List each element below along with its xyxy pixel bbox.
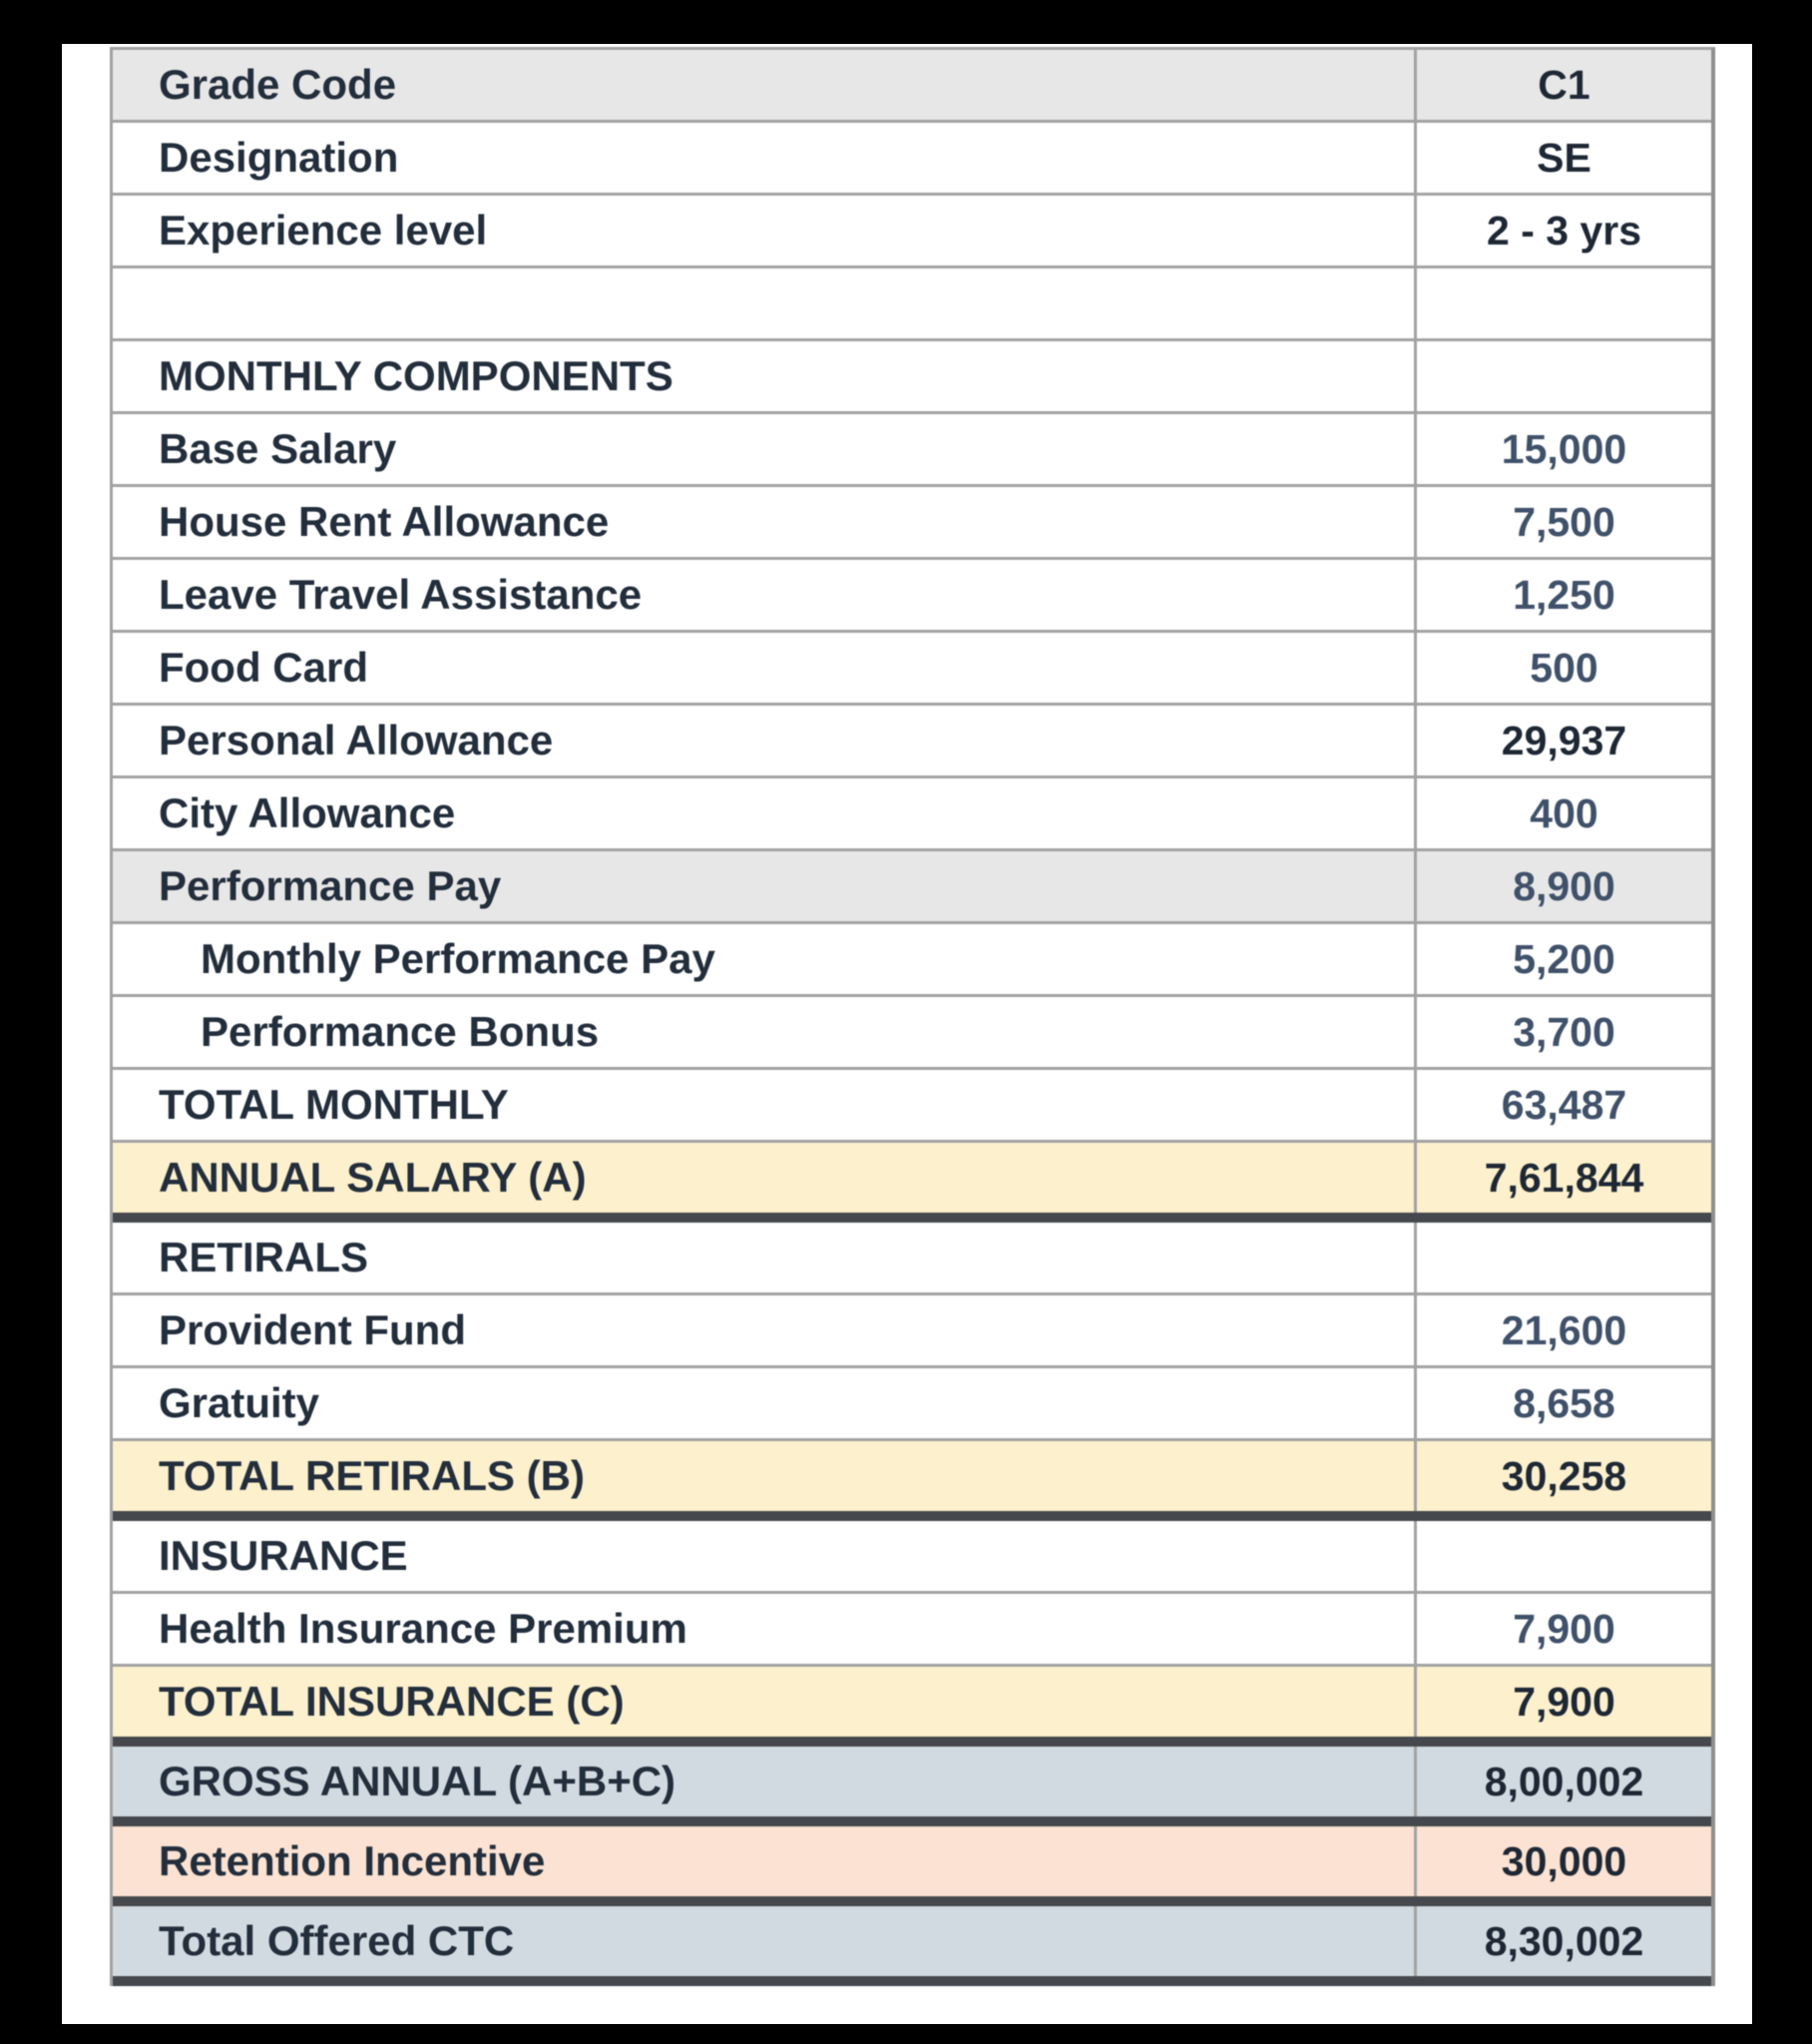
row-label: RETIRALS — [113, 1223, 1417, 1292]
table-row — [113, 1521, 1711, 1594]
row-label: Leave Travel Assistance — [113, 560, 1417, 630]
row-label: TOTAL RETIRALS (B) — [113, 1441, 1417, 1511]
table-row — [113, 1295, 1711, 1368]
table-row — [113, 1368, 1711, 1441]
row-value: 8,658 — [1513, 1379, 1615, 1426]
table-row — [113, 1906, 1711, 1986]
row-label: House Rent Allowance — [113, 487, 1417, 557]
row-value — [1417, 1223, 1711, 1292]
table-row — [113, 1223, 1711, 1295]
table-row — [113, 1594, 1711, 1667]
row-value — [1417, 268, 1711, 338]
table-row — [113, 1667, 1711, 1747]
row-value: SE — [1537, 134, 1591, 181]
document-page — [62, 44, 1752, 2024]
row-label: Provident Fund — [113, 1295, 1417, 1365]
table-row — [113, 123, 1711, 196]
table-row — [113, 1441, 1711, 1521]
table-row — [113, 560, 1711, 633]
row-value: 400 — [1530, 789, 1598, 836]
table-row — [113, 1070, 1711, 1143]
row-label: Food Card — [113, 633, 1417, 703]
row-label: ANNUAL SALARY (A) — [113, 1143, 1417, 1213]
table-row — [113, 1747, 1711, 1826]
table-row — [113, 1826, 1711, 1906]
row-label: Gratuity — [113, 1368, 1417, 1438]
row-label: Personal Allowance — [113, 706, 1417, 775]
row-label: Designation — [113, 123, 1417, 193]
row-label: Experience level — [113, 196, 1417, 265]
salary-breakdown-table — [110, 47, 1715, 1986]
table-row — [113, 50, 1711, 123]
row-label — [113, 268, 1417, 338]
row-value: 30,258 — [1501, 1452, 1627, 1499]
row-label: Health Insurance Premium — [113, 1594, 1417, 1664]
row-value: 500 — [1530, 644, 1598, 691]
table-row — [113, 706, 1711, 778]
table-row — [113, 851, 1711, 924]
row-value: 2 - 3 yrs — [1487, 207, 1641, 254]
table-row — [113, 1143, 1711, 1223]
row-value: 1,250 — [1513, 571, 1615, 618]
row-value: C1 — [1538, 61, 1590, 108]
row-label: TOTAL MONTHLY — [113, 1070, 1417, 1140]
row-label: Total Offered CTC — [113, 1906, 1417, 1976]
row-value — [1417, 341, 1711, 411]
row-value — [1417, 1521, 1711, 1591]
table-row — [113, 633, 1711, 706]
row-value: 15,000 — [1501, 425, 1627, 472]
row-label: Monthly Performance Pay — [113, 924, 1417, 994]
row-value: 7,900 — [1513, 1605, 1615, 1652]
row-label: City Allowance — [113, 778, 1417, 848]
row-value: 7,900 — [1513, 1678, 1615, 1725]
table-row — [113, 778, 1711, 851]
row-label: Retention Incentive — [113, 1826, 1417, 1896]
row-value: 8,900 — [1513, 862, 1615, 909]
table-row — [113, 196, 1711, 268]
row-label: MONTHLY COMPONENTS — [113, 341, 1417, 411]
row-label: Grade Code — [113, 50, 1417, 120]
table-row — [113, 924, 1711, 997]
row-value: 5,200 — [1513, 935, 1615, 982]
row-label: Performance Bonus — [113, 997, 1417, 1067]
row-label: TOTAL INSURANCE (C) — [113, 1667, 1417, 1737]
row-value: 63,487 — [1501, 1081, 1627, 1128]
row-value: 29,937 — [1501, 717, 1627, 764]
row-value: 8,00,002 — [1484, 1758, 1644, 1804]
row-value: 8,30,002 — [1484, 1917, 1644, 1964]
row-value: 30,000 — [1501, 1837, 1627, 1884]
table-row — [113, 341, 1711, 414]
row-value: 21,600 — [1501, 1306, 1627, 1353]
table-row — [113, 487, 1711, 560]
table-row — [113, 414, 1711, 487]
row-label: INSURANCE — [113, 1521, 1417, 1591]
row-value: 7,500 — [1513, 498, 1615, 545]
row-label: GROSS ANNUAL (A+B+C) — [113, 1747, 1417, 1816]
table-row — [113, 997, 1711, 1070]
row-value: 3,700 — [1513, 1008, 1615, 1055]
table-row — [113, 268, 1711, 341]
row-label: Performance Pay — [113, 851, 1417, 921]
row-value: 7,61,844 — [1484, 1154, 1644, 1201]
row-label: Base Salary — [113, 414, 1417, 484]
